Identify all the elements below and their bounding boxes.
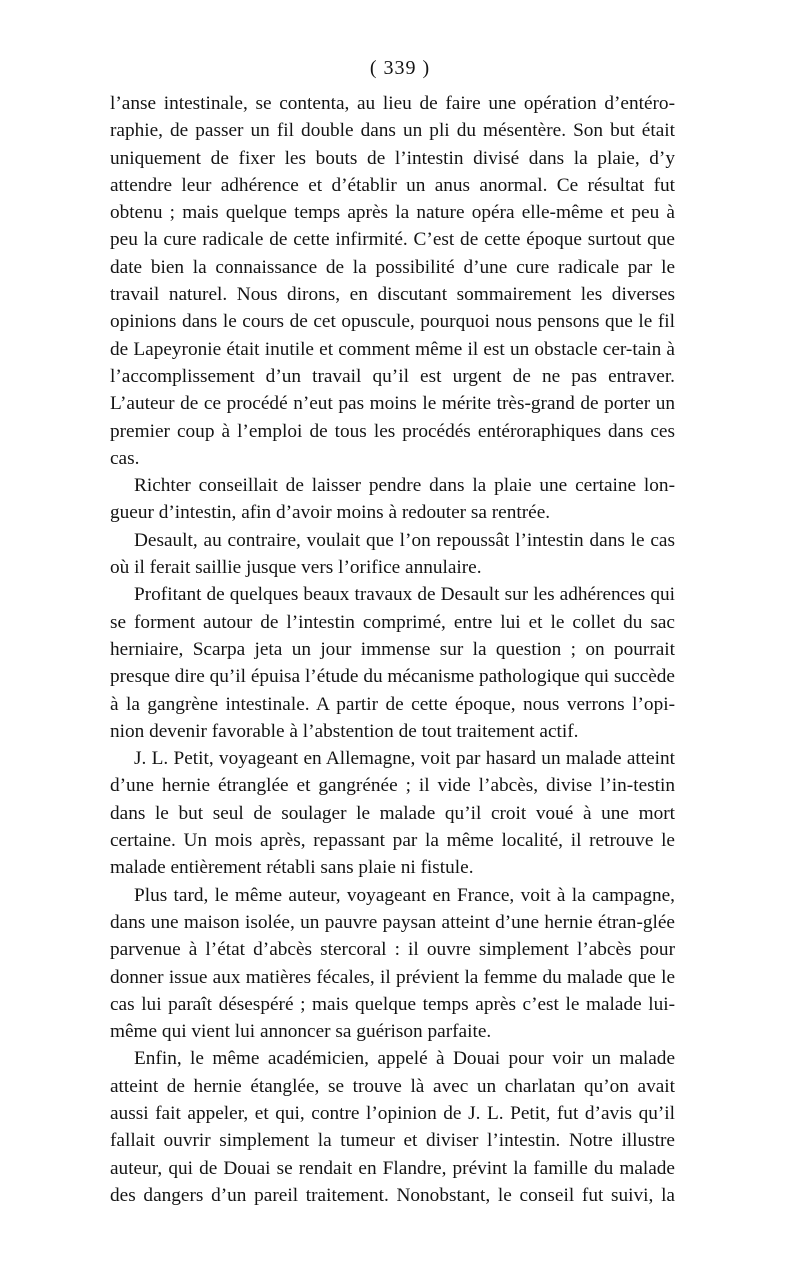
paragraph-desault: Desault, au contraire, voulait que l’on repoussât l’intestin dans le cas où il ferait saillie jusque vers l’orifice annulaire. — [110, 529, 675, 579]
paragraph-richter: Richter conseillait de laisser pendre dans la plaie une certaine lon-gueur d’intestin, afin d’avoir moins à redouter sa rentrée. — [110, 475, 675, 524]
paragraph-petit-douai: Enfin, le même académicien, appelé à Douai pour voir un malade atteint de hernie étanglée, se trouve là avec un charlatan qu’on avait aussi fait appeler, et qui, contre l’opinion de J. L. Petit, fut d’avis qu’il fallait ouvrir simplement la tumeur et diviser l’intestin. Notre illustre auteur, qui de Douai se rendait en Flandre, prévint la famille du malade des dangers d’un pareil traitement. Nonobstant, le conseil fut suivi, la — [110, 1048, 675, 1206]
paragraph-petit-france: Plus tard, le même auteur, voyageant en France, voit à la campagne, dans une maison isolée, un pauvre paysan atteint d’une hernie étran-glée parvenue à l’état d’abcès stercoral : il ouvre simplement l’abcès pour donner issue aux matières fécales, il prévient la femme du malade que le cas lui paraît désespéré ; mais quelque temps après c’est le malade lui-même qui vient lui annoncer sa guérison parfaite. — [110, 884, 675, 1043]
page-number: ( 339 ) — [369, 57, 431, 79]
paragraph-scarpa: Profitant de quelques beaux travaux de Desault sur les adhérences qui se forment autour de l’intestin comprimé, entre lui et le collet du sac herniaire, Scarpa jeta un jour immense sur la question ; on pourrait presque dire qu’il épuisa l’étude du mécanisme pathologique qui succède à la gangrène intestinale. A partir de cette époque, nous verrons l’opi-nion devenir favorable à l’abstention de tout traitement actif. — [110, 584, 675, 742]
paragraph-continuation: l’anse intestinale, se contenta, au lieu de faire une opération d’entéro-raphie, de passer un fil double dans un pli du mésentère. Son but était uniquement de fixer les bouts de l’intestin divisé dans la plaie, d’y attendre leur adhérence et d’établir un anus anormal. Ce résultat fut obtenu ; mais quelque temps après la nature opéra elle-même et peu à peu la cure radicale de cette infirmité. C’est de cette époque surtout que date bien la connaissance de la possibilité d’une cure radicale par le travail naturel. Nous dirons, en discutant sommairement les diverses opinions dans le cours de cet opuscule, pourquoi nous pensons que le fil de Lapeyronie était inutile et comment même il est un obstacle cer-tain à l’accomplissement d’un travail qu’il est urgent de ne pas entraver. L’auteur de ce procédé n’eut pas moins le mérite très-grand de porter un premier coup à l’emploi de tous les procédés entéroraphiques dans ces cas. — [110, 93, 675, 469]
paragraph-petit-allemagne: J. L. Petit, voyageant en Allemagne, voit par hasard un malade atteint d’une hernie étranglée et gangrénée ; il vide l’abcès, divise l’in-testin dans le but seul de soulager le malade qu’il croit voué à une mort certaine. Un mois après, repassant par la même localité, il retrouve le malade entièrement rétabli sans plaie ni fistule. — [110, 748, 675, 879]
page-body — [110, 90, 675, 1209]
